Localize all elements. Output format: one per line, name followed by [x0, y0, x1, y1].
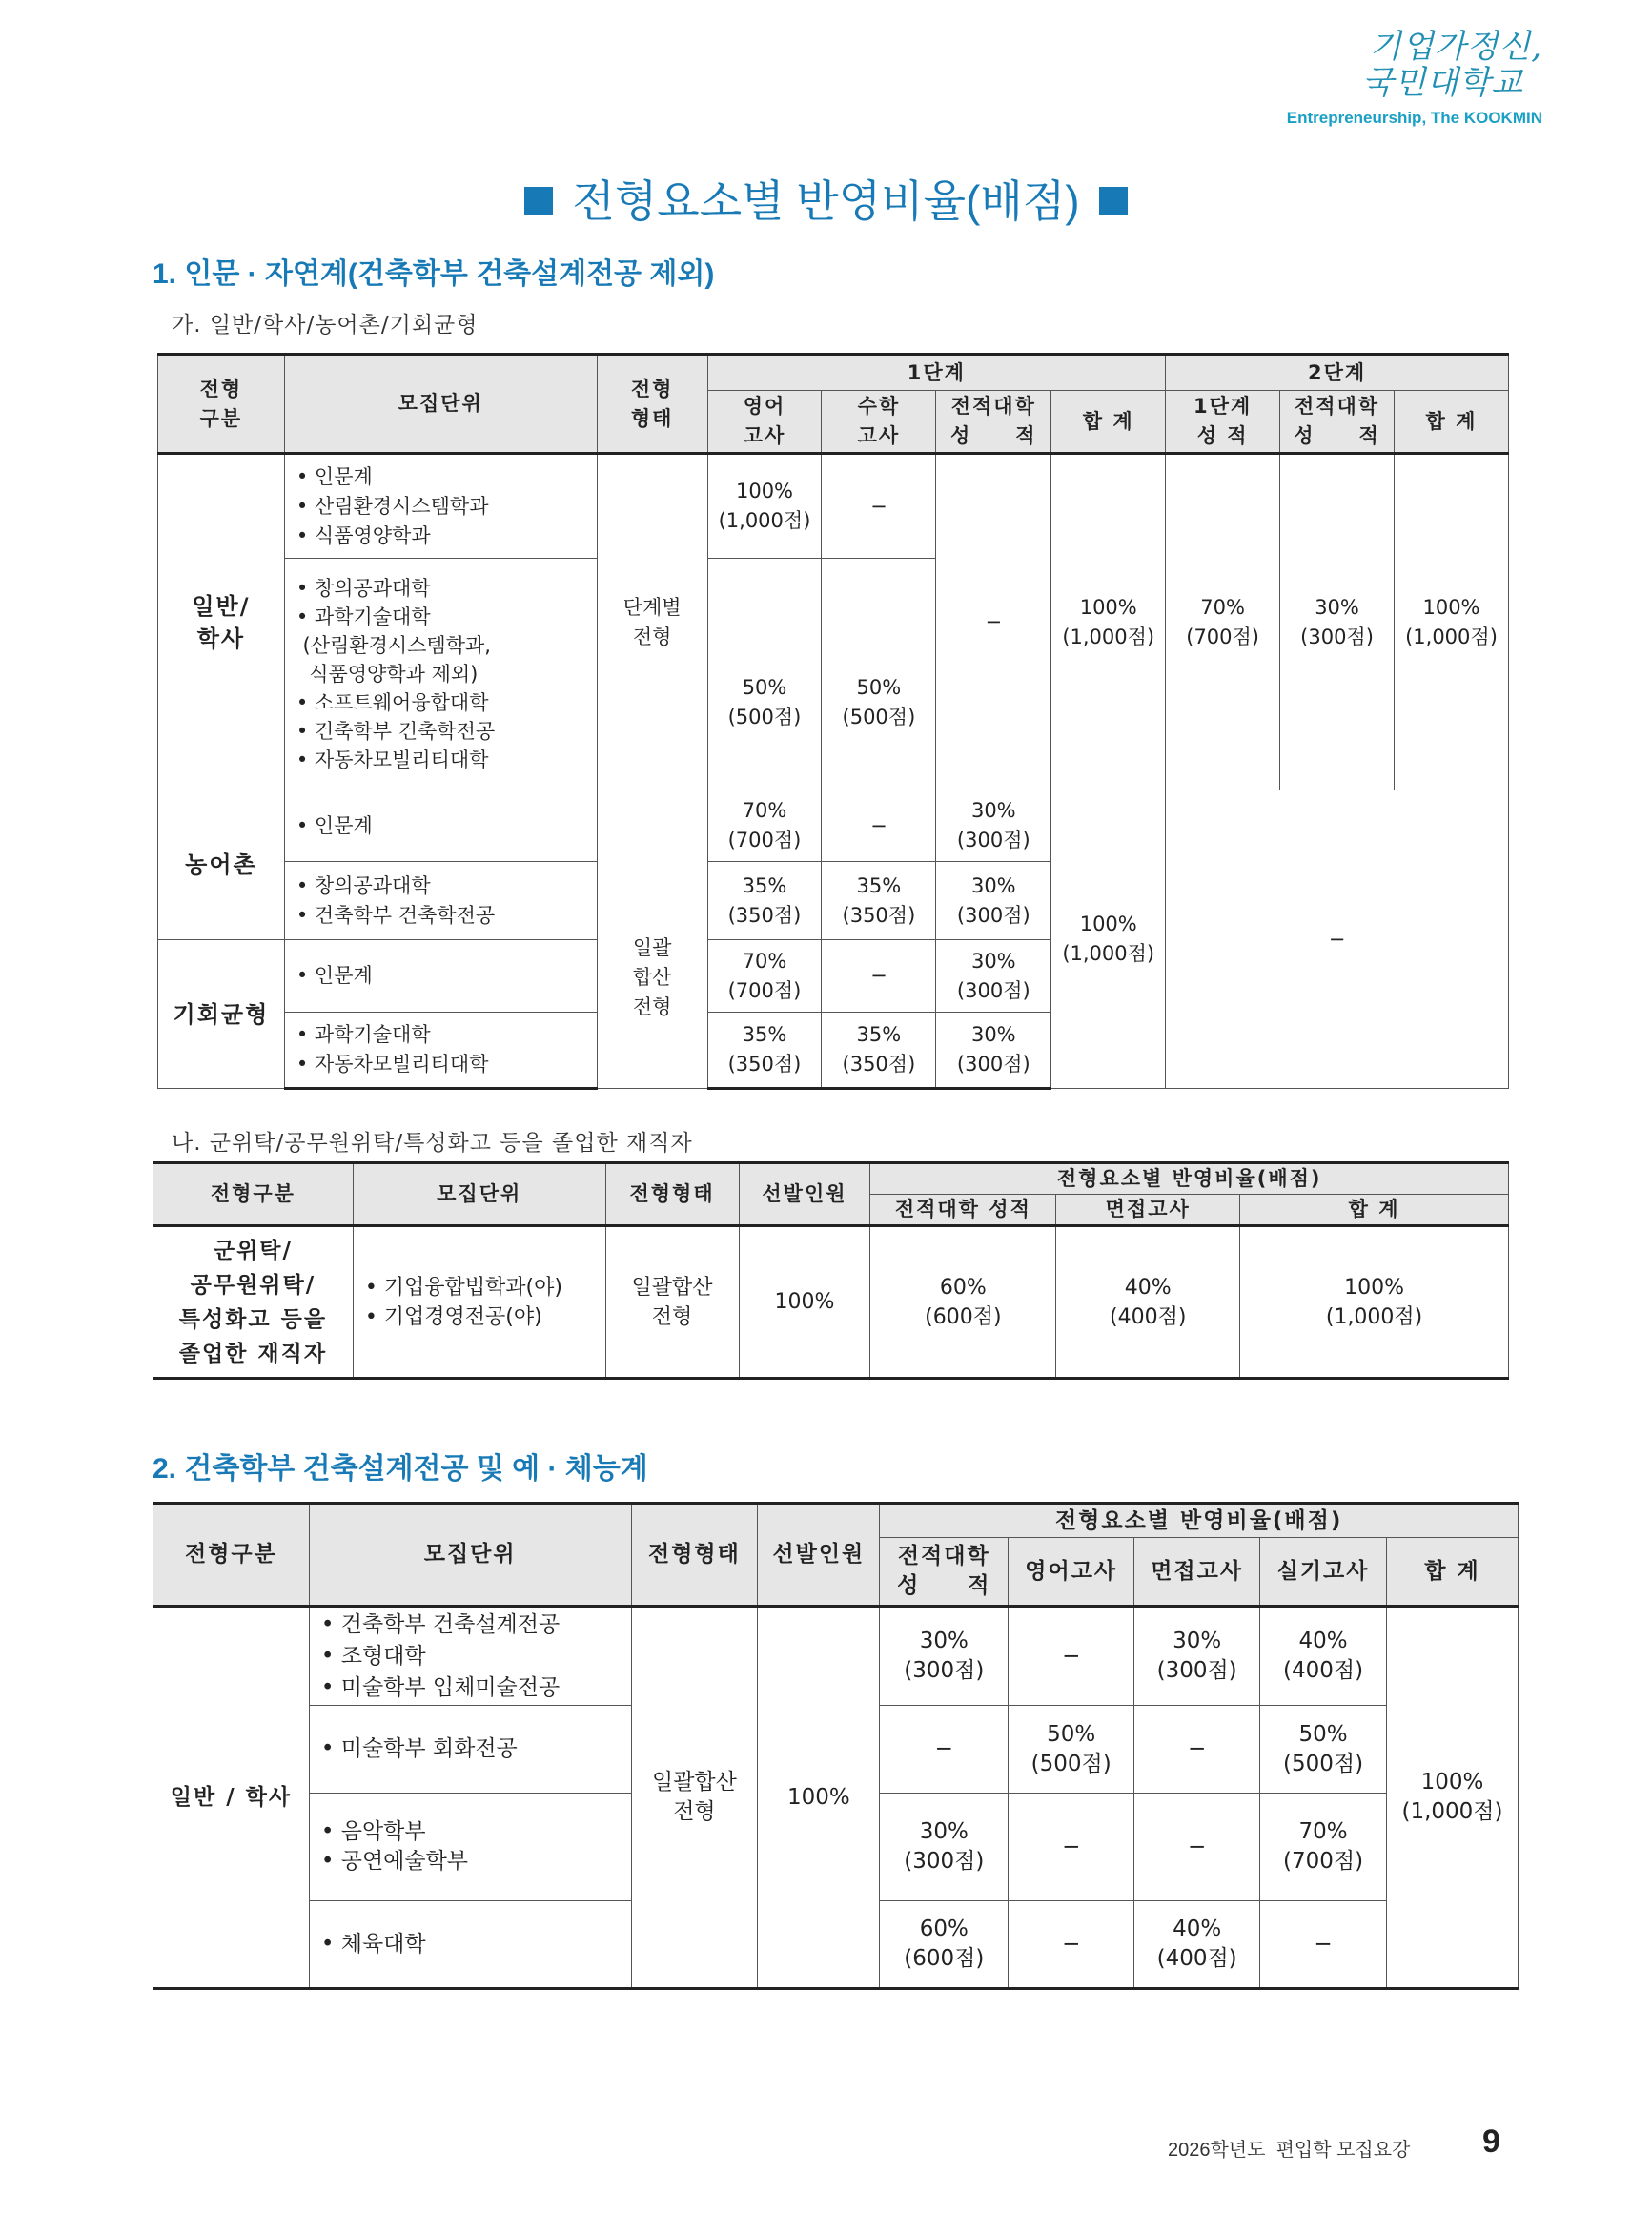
s2-header-eng: 영어고사	[1009, 1538, 1134, 1607]
header-prev2: 전적대학 성 적	[1280, 391, 1395, 454]
subB-select: 100%	[739, 1226, 870, 1379]
s2-sum: 100% (1,000점)	[1387, 1607, 1519, 1989]
prev-rural-row2: 30% (300점)	[936, 862, 1051, 940]
s2-header-type: 전형구분	[153, 1504, 310, 1607]
sum1-general: 100% (1,000점)	[1051, 454, 1166, 790]
s2-type: 일반 / 학사	[153, 1607, 310, 1989]
header-prev1: 전적대학 성 적	[936, 391, 1051, 454]
units-opportunity-row2: • 과학기술대학 • 자동차모빌리티대학	[284, 1013, 597, 1089]
s2-eng-row4: −	[1009, 1901, 1134, 1989]
s2-prev-row1: 30% (300점)	[880, 1607, 1009, 1706]
page-title	[0, 167, 1652, 230]
type-opportunity: 기회균형	[158, 940, 285, 1089]
type-general: 일반/ 학사	[158, 454, 285, 790]
kookmin-logo	[1287, 29, 1542, 128]
header-unit: 모집단위	[284, 355, 597, 454]
header-form: 전형 형태	[597, 355, 707, 454]
eng-rural-row1: 70% (700점)	[707, 790, 822, 862]
type-rural: 농어촌	[158, 790, 285, 940]
subB-header-form: 전형형태	[605, 1163, 739, 1226]
section1-subA-title: 가. 일반/학사/농어촌/기회균형	[172, 313, 479, 338]
form-lumped: 일괄 합산 전형	[597, 790, 707, 1089]
s2-units-row1: • 건축학부 건축설계전공 • 조형대학 • 미술학부 입체미술전공	[309, 1607, 631, 1706]
subB-prev: 60% (600점)	[870, 1226, 1056, 1379]
s2-interview-row4: 40% (400점)	[1134, 1901, 1260, 1989]
s2-eng-row1: −	[1009, 1607, 1134, 1706]
math-opportunity-row2: 35% (350점)	[822, 1013, 936, 1089]
stage1score-general: 70% (700점)	[1166, 454, 1280, 790]
header-stage1score: 1단계 성 적	[1166, 391, 1280, 454]
s2-units-row2: • 미술학부 회화전공	[309, 1706, 631, 1794]
table-consignment	[153, 1161, 1509, 1380]
s2-header-form: 전형형태	[631, 1504, 758, 1607]
math-opportunity-row1: −	[822, 940, 936, 1013]
subB-sum: 100% (1,000점)	[1240, 1226, 1509, 1379]
s2-header-ratio: 전형요소별 반영비율(배점)	[880, 1504, 1519, 1538]
title-square-icon	[1099, 187, 1128, 215]
subB-header-ratio: 전형요소별 반영비율(배점)	[870, 1163, 1509, 1195]
math-rural-row1: −	[822, 790, 936, 862]
s2-prev-row3: 30% (300점)	[880, 1794, 1009, 1901]
s2-practical-row3: 70% (700점)	[1260, 1794, 1387, 1901]
units-general-row1: • 인문계 • 산림환경시스템학과 • 식품영양학과	[284, 454, 597, 559]
s2-header-sum: 합 계	[1387, 1538, 1519, 1607]
math-general-row1: −	[822, 454, 936, 559]
prev2-general: 30% (300점)	[1280, 454, 1395, 790]
units-opportunity-row1: • 인문계	[284, 940, 597, 1013]
s2-prev-row2: −	[880, 1706, 1009, 1794]
logo-english: Entrepreneurship, The KOOKMIN	[1286, 109, 1542, 127]
title-square-icon	[524, 187, 553, 215]
subB-type: 군위탁/ 공무원위탁/ 특성화고 등을 졸업한 재직자	[153, 1226, 354, 1379]
header-type: 전형 구분	[158, 355, 285, 454]
s2-units-row4: • 체육대학	[309, 1901, 631, 1989]
math-general-row2: 50% (500점)	[822, 559, 936, 790]
s2-select: 100%	[758, 1607, 880, 1989]
s2-header-practical: 실기고사	[1260, 1538, 1387, 1607]
s2-interview-row2: −	[1134, 1706, 1260, 1794]
subB-form: 일괄합산 전형	[605, 1226, 739, 1379]
s2-header-unit: 모집단위	[309, 1504, 631, 1607]
stage2-none: −	[1166, 790, 1509, 1089]
page-number: 9	[1482, 2123, 1500, 2160]
subB-header-prev: 전적대학 성적	[870, 1195, 1056, 1226]
prev-opportunity-row1: 30% (300점)	[936, 940, 1051, 1013]
s2-header-interview: 면접고사	[1134, 1538, 1260, 1607]
s2-interview-row3: −	[1134, 1794, 1260, 1901]
logo-slogan-line2: 국민대학교	[1361, 64, 1523, 102]
sum2-general: 100% (1,000점)	[1395, 454, 1509, 790]
header-stage1: 1단계	[707, 355, 1166, 391]
s2-form: 일괄합산 전형	[631, 1607, 758, 1989]
prev-opportunity-row2: 30% (300점)	[936, 1013, 1051, 1089]
s2-practical-row1: 40% (400점)	[1260, 1607, 1387, 1706]
eng-general-row2: 50% (500점)	[707, 559, 822, 790]
subB-header-type: 전형구분	[153, 1163, 354, 1226]
form-general: 단계별 전형	[597, 454, 707, 790]
subB-header-unit: 모집단위	[353, 1163, 605, 1226]
units-general-row2: • 창의공과대학 • 과학기술대학 (산림환경시스템학과, 식품영양학과 제외) • 소프트웨어융합대학 • 건축학부 건축학전공 • 자동차모빌리티대학	[284, 559, 597, 790]
page-title-text: 전형요소별 반영비율(배점)	[572, 176, 1080, 226]
prev-rural-row1: 30% (300점)	[936, 790, 1051, 862]
eng-opportunity-row1: 70% (700점)	[707, 940, 822, 1013]
s2-units-row3: • 음악학부 • 공연예술학부	[309, 1794, 631, 1901]
s2-practical-row4: −	[1260, 1901, 1387, 1989]
subB-header-select: 선발인원	[739, 1163, 870, 1226]
units-rural-row2: • 창의공과대학 • 건축학부 건축학전공	[284, 862, 597, 940]
subB-units: • 기업융합법학과(야) • 기업경영전공(야)	[353, 1226, 605, 1379]
subB-header-interview: 면접고사	[1056, 1195, 1240, 1226]
s2-eng-row2: 50% (500점)	[1009, 1706, 1134, 1794]
subB-header-sum: 합 계	[1240, 1195, 1509, 1226]
header-math: 수학 고사	[822, 391, 936, 454]
footer-text: 2026학년도 편입학 모집요강	[1168, 2140, 1411, 2161]
s2-practical-row2: 50% (500점)	[1260, 1706, 1387, 1794]
prev1-general: −	[936, 454, 1051, 790]
math-rural-row2: 35% (350점)	[822, 862, 936, 940]
header-stage2: 2단계	[1166, 355, 1509, 391]
units-rural-row1: • 인문계	[284, 790, 597, 862]
s2-interview-row1: 30% (300점)	[1134, 1607, 1260, 1706]
header-sum1: 합 계	[1051, 391, 1166, 454]
s2-eng-row3: −	[1009, 1794, 1134, 1901]
table-arts-sports	[153, 1502, 1519, 1990]
logo-slogan-line1: 기업가정신,	[1369, 28, 1542, 66]
subB-interview: 40% (400점)	[1056, 1226, 1240, 1379]
header-sum2: 합 계	[1395, 391, 1509, 454]
section2-heading: 2. 건축학부 건축설계전공 및 예 · 체능계	[153, 1453, 648, 1485]
s2-header-prev: 전적대학 성 적	[880, 1538, 1009, 1607]
sum-lumped: 100% (1,000점)	[1051, 790, 1166, 1089]
header-eng: 영어 고사	[707, 391, 822, 454]
eng-opportunity-row2: 35% (350점)	[707, 1013, 822, 1089]
s2-prev-row4: 60% (600점)	[880, 1901, 1009, 1989]
eng-general-row1: 100% (1,000점)	[707, 454, 822, 559]
eng-rural-row2: 35% (350점)	[707, 862, 822, 940]
section1-subB-title: 나. 군위탁/공무원위탁/특성화고 등을 졸업한 재직자	[172, 1131, 693, 1156]
section1-heading: 1. 인문 · 자연계(건축학부 건축설계전공 제외)	[153, 258, 715, 290]
table-general-rural-opportunity	[157, 353, 1509, 1090]
s2-header-select: 선발인원	[758, 1504, 880, 1607]
